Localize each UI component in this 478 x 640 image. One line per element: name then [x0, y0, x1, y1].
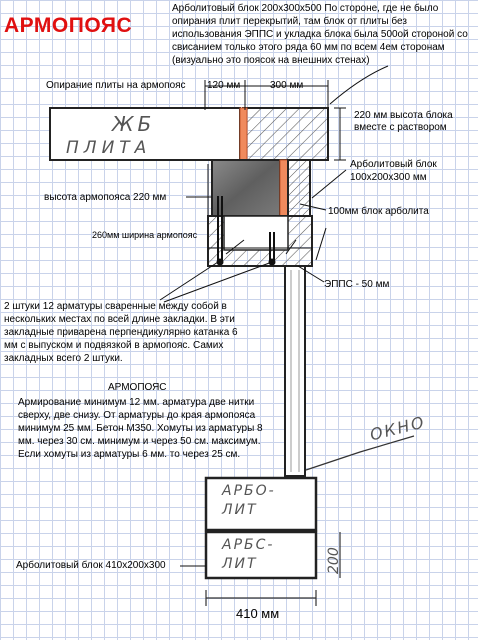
wall-column — [285, 266, 305, 476]
block-label-upper: АРБО-ЛИТ — [222, 483, 276, 518]
block-410-label: Арболитовый блок 410x200x300 — [16, 560, 166, 571]
epps-strip-lower — [280, 160, 288, 216]
belt-text: Армирование минимум 12 мм. арматура две нитки сверху, две снизу. От арматуры до края армопояса минимум 25 мм. Бетон М350. Хомуты из арматуры 8 мм. через 30 см. минимум и через 50 см. максимум. Если хомуты из арматуры 6 мм. то через 25 см. — [18, 397, 263, 460]
dim-300-label: 300 мм — [270, 80, 304, 91]
block-label-lower: АРБС-ЛИТ — [222, 537, 275, 572]
page-title: АРМОПОЯС — [4, 14, 133, 37]
belt-heading: АРМОПОЯС — [108, 382, 167, 393]
dim-410-label: 410 мм — [236, 606, 280, 621]
epps-label: ЭППС - 50 мм — [324, 279, 390, 290]
block-height-note: 220 мм высота блока вместе с раствором — [354, 110, 453, 133]
block-100-label: 100мм блок арболита — [328, 206, 429, 217]
belt-width-label: 260мм ширина армопояс — [92, 230, 198, 240]
window-label: ОКНО — [368, 412, 428, 445]
arbolite-block-100 — [288, 160, 310, 216]
belt-height-label: высота армопояса 220 мм — [44, 192, 167, 203]
arbolite-block-label: Арболитовый блок 100x200x300 мм — [350, 159, 437, 183]
upper-arbolite-block — [243, 108, 328, 160]
dim-120-label: 120 мм — [207, 80, 241, 91]
top-note: Арболитовый блок 200x300x500 По стороне, где не было опирания плит перекрытий, там блок от плиты без использования ЭППС и укладка блока была 500ой стороной со свисанием только этого ряда 60 мм по всем 4ем сторонам (визуально это поясок на внешних стенах) — [172, 3, 468, 66]
slab-label-rc: ЖБ — [112, 112, 156, 136]
slab-label-plita: ПЛИТА — [66, 138, 152, 158]
epps-strip-upper — [240, 108, 247, 160]
slab-support-label: Опирание плиты на армопояс — [46, 80, 186, 91]
u-block-inner — [224, 216, 288, 250]
rebar-note: 2 штуки 12 арматуры сваренные между собой в нескольких местах по всей длине закладки. В эти закладные приварена перпендикулярно катанка 6 мм с выпуском и подвязкой в армопояс. Самих закладных всего 2 штуки. — [4, 301, 238, 364]
dim-200-label: 200 — [326, 547, 342, 574]
